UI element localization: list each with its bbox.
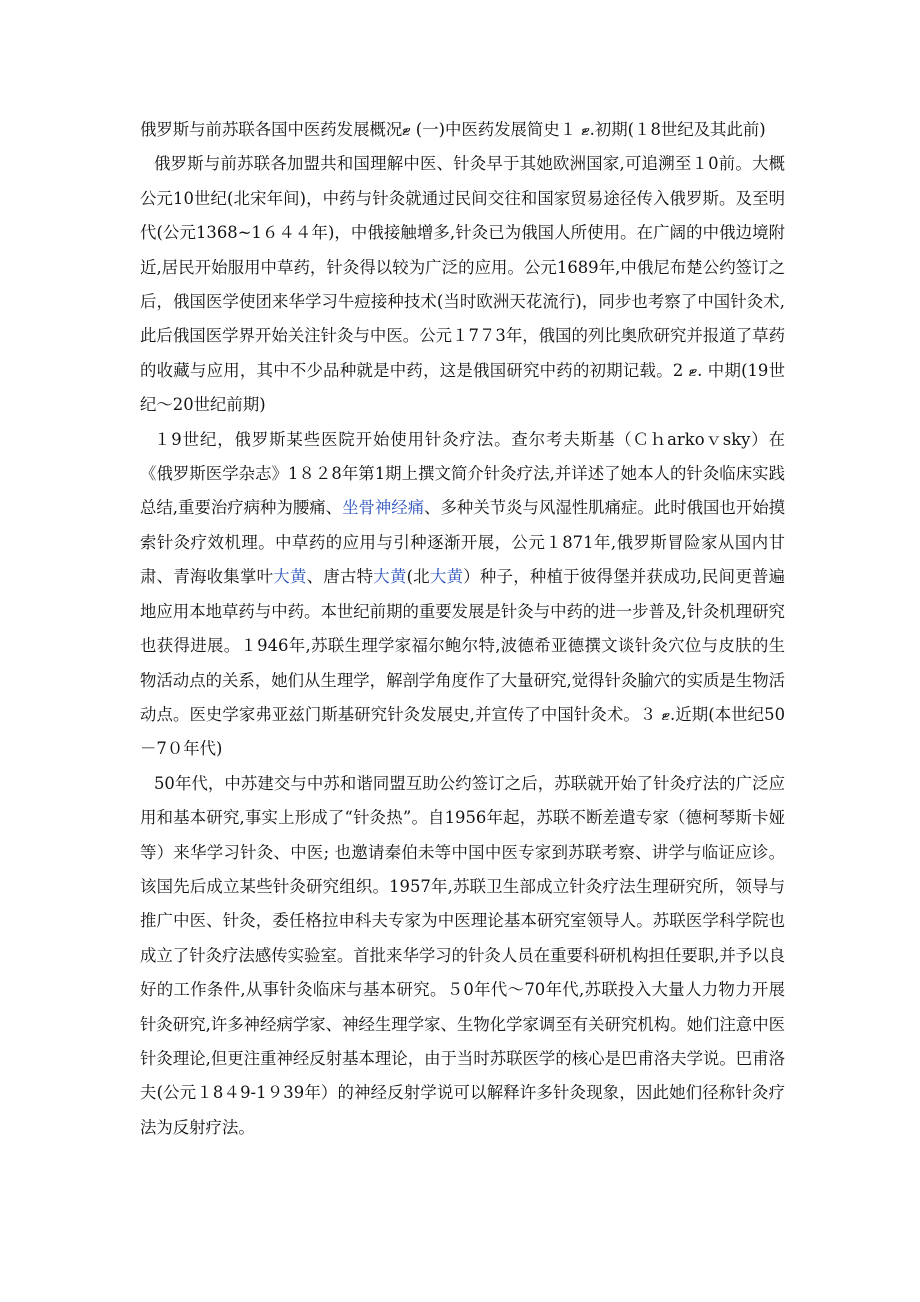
paragraph-text: 、唐古特 [306, 567, 374, 587]
paragraph-text: (北 [406, 567, 430, 587]
rhubarb-link[interactable]: 大黄 [373, 567, 407, 587]
rhubarb-link[interactable]: 大黄 [429, 567, 464, 587]
rhubarb-link[interactable]: 大黄 [273, 567, 307, 587]
sciatica-link[interactable]: 坐骨神经痛 [342, 498, 425, 518]
paragraph-text: ）种子，种植于彼得堡并获成功,民间更普遍地应用本地草药与中药。本世纪前期的重要发展是针灸与中药的进一步普及,针灸机理研究也获得进展。１946年,苏联生理学家福尔鲍尔特,波德希亚德撰文谈针灸穴位与皮肤的生物活动点的关系，她们从生理学，解剖学角度作了大量研究,觉得针灸腧穴的实质是生物活动点。医史学家弗亚兹门斯基研究针灸发展史,并宣传了中国针灸术。３ ޓ.近期(本世纪50－7０年代) [140, 567, 786, 759]
paragraph-text: １9世纪，俄罗斯某些医院开始使用针灸疗法。查尔考夫斯基（Ｃｈarkoｖsky）在《俄罗斯医学杂志》1８２8年第1期上撰文简介针灸疗法,并详述了她本人的针灸临床实践总结,重要治疗病种为腰痛、 [140, 429, 785, 518]
paragraph-modern-period: 50年代，中苏建交与中苏和谐同盟互助公约签订之后，苏联就开始了针灸疗法的广泛应用和基本研究,事实上形成了“针灸热”。自1956年起，苏联不断差遣专家（德柯琴斯卡娅等）来华学习针灸、中医; 也邀请秦伯未等中国中医专家到苏联考察、讲学与临证应诊。该国先后成立某些针灸研究组织。1957年,苏联卫生部成立针灸疗法生理研究所，领导与推广中医、针灸，委任格拉申科夫专家为中医理论基本研究室领导人。苏联医学科学院也成立了针灸疗法感传实验室。首批来华学习的针灸人员在重要科研机构担任要职,并予以良好的工作条件,从事针灸临床与基本研究。５0年代～70年代,苏联投入大量人力物力开展针灸研究,许多神经病学家、神经生理学家、生物化学家调至有关研究机构。她们注意中医针灸理论,但更注重神经反射基本理论，由于当时苏联医学的核心是巴甫洛夫学说。巴甫洛夫(公元１8４9-1９39年）的神经反射学说可以解释许多针灸现象，因此她们径称针灸疗法为反射疗法。 [140, 773, 785, 1137]
title-line: 俄罗斯与前苏联各国中医药发展概况ޓ (一)中医药发展简史１ ޓ.初期(１8世纪及其此前) [140, 120, 766, 139]
document-body [140, 113, 785, 1145]
paragraph-19th-century [140, 423, 785, 767]
paragraph-text: 、多种关节炎与风湿性肌痛症。此时俄国也开始摸索针灸疗效机理。中草药的应用与引种逐渐开展，公元１871年,俄罗斯冒险家从国内甘肃、青海收集掌叶 [140, 498, 786, 587]
paragraph-early-history: 俄罗斯与前苏联各加盟共和国理解中医、针灸早于其她欧洲国家,可追溯至１0前。大概公元10世纪(北宋年间)，中药与针灸就通过民间交往和国家贸易途径传入俄罗斯。及至明代(公元1368~1６４４年)，中俄接触增多,针灸已为俄国人所使用。在广阔的中俄边境附近,居民开始服用中草药，针灸得以较为广泛的应用。公元1689年,中俄尼布楚公约签订之后，俄国医学使团来华学习牛痘接种技术(当时欧洲天花流行)，同步也考察了中国针灸术,此后俄国医学界开始关注针灸与中医。公元１7７3年，俄国的列比奥欣研究并报道了草药的收藏与应用，其中不少品种就是中药，这是俄国研究中药的初期记载。2 ޓ. 中期(19世纪～20世纪前期) [140, 154, 785, 415]
